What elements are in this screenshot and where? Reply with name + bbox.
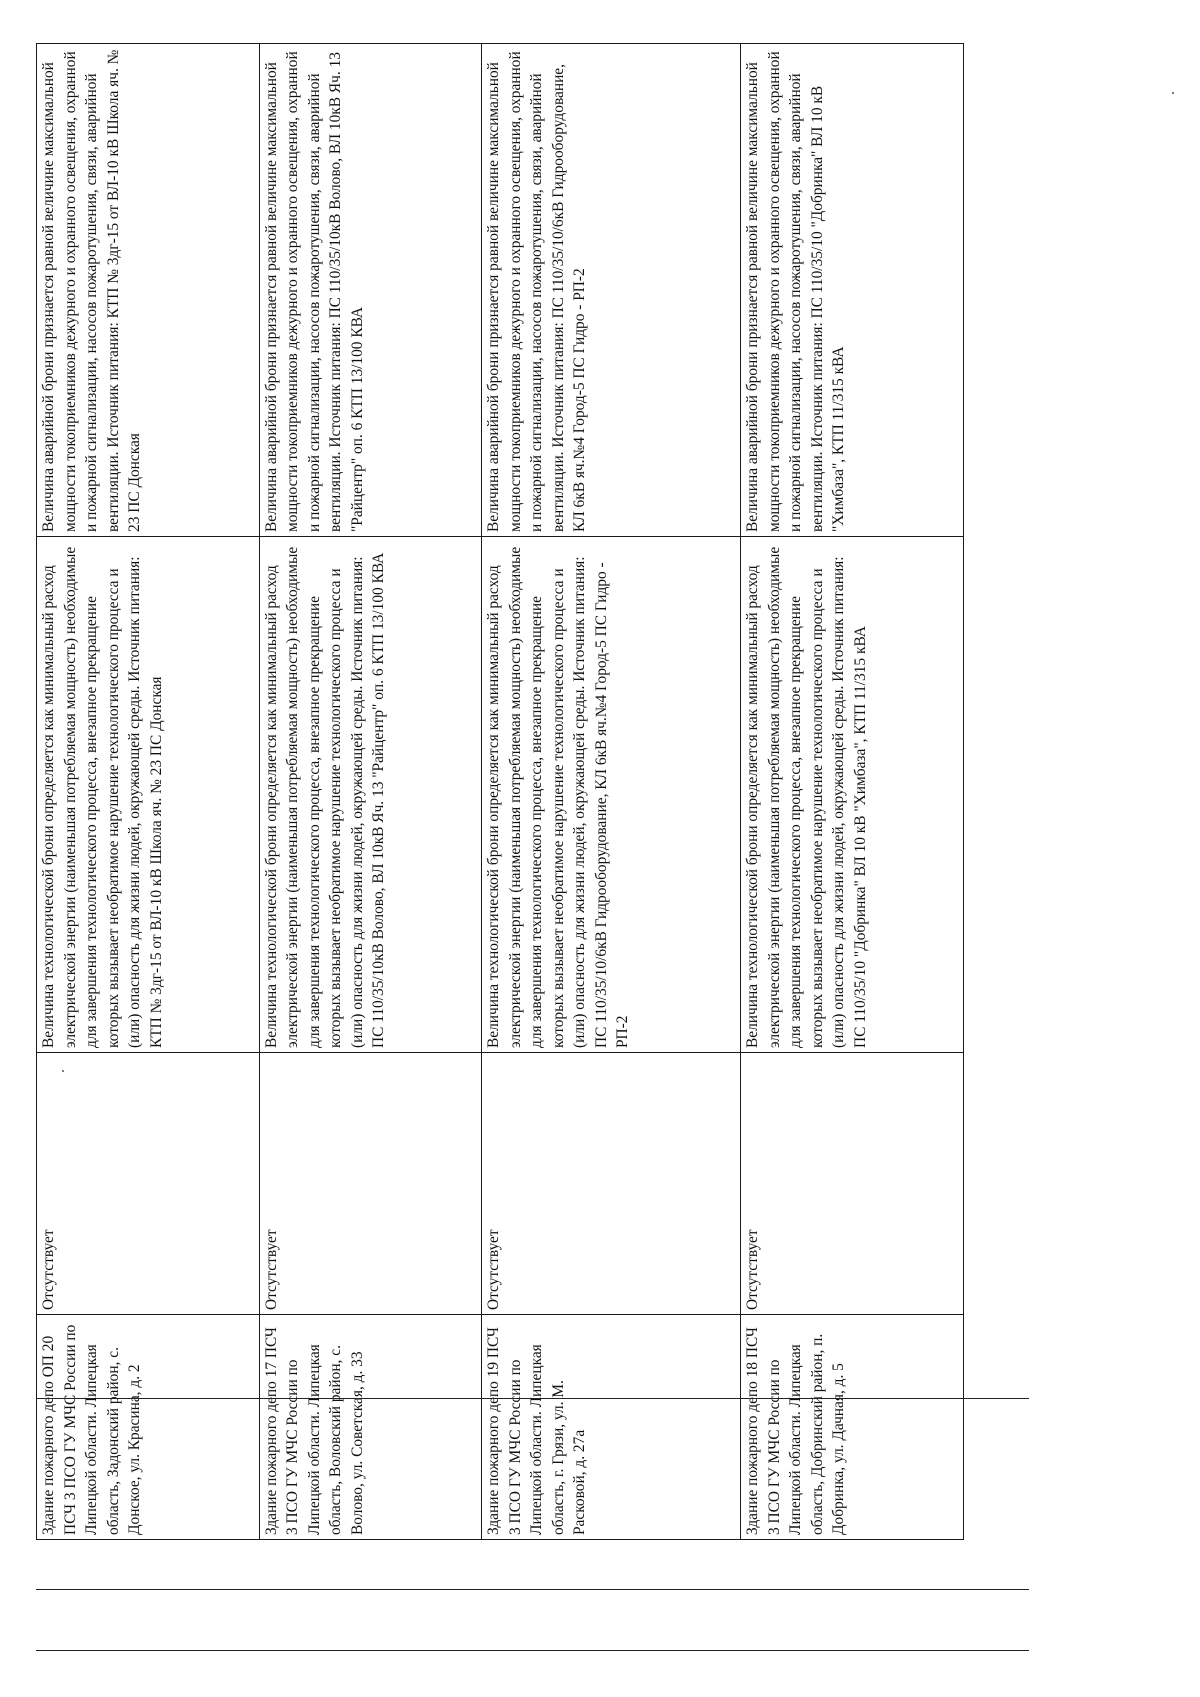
scan-speck xyxy=(62,1070,64,1072)
emergency-reserve-cell: Величина аварийной брони признается равной величине максимальной мощности токоприемников дежурного и охранного освещения, охранной и пожарной сигнализации, насосов пожаротушения, связи, аварийной вентиляции. Источник питания: КТП № 3дг-15 от ВЛ-10 кВ Школа яч. № 23 ПС Донская xyxy=(37,44,260,537)
power-reserve-table xyxy=(36,43,964,1540)
absent-cell: Отсутствует xyxy=(482,1053,741,1315)
tech-reserve-cell: Величина технологической брони определяется как минимальный расход электрической энергии (наименьшая потребляемая мощность) необходимые для завершения технологического процесса, внезапное прекращение которых вызывает необратимое нарушение технологического процесса и (или) опасность для жизни людей, окружающей среды. Источник питания: ПС 110/35/10/6кВ Гидрооборудование, КЛ 6кВ яч.№4 Город-5 ПС Гидро - РП-2 xyxy=(482,537,741,1053)
building-name-cell: Здание пожарного депо ОП 20 ПСЧ 3 ПСО ГУ МЧС России по Липецкой области. Липецкая область, Задонский район, с. Донское, ул. Красина, д. 2 xyxy=(37,1315,260,1540)
signature-line xyxy=(36,1398,1029,1399)
absent-cell: Отсутствует xyxy=(259,1053,482,1315)
table-row xyxy=(741,44,964,1540)
signature-line xyxy=(36,1650,1029,1651)
tech-reserve-cell: Величина технологической брони определяется как минимальный расход электрической энергии (наименьшая потребляемая мощность) необходимые для завершения технологического процесса, внезапное прекращение которых вызывает необратимое нарушение технологического процесса и (или) опасность для жизни людей, окружающей среды. Источник питания: ПС 110/35/10 "Добринка" ВЛ 10 кВ "Химбаза", КТП 11/315 кВА xyxy=(741,537,964,1053)
building-name-cell: Здание пожарного депо 17 ПСЧ 3 ПСО ГУ МЧС России по Липецкой области. Липецкая область, Воловский район, с. Волово, ул. Советская, д. 33 xyxy=(259,1315,482,1540)
building-name-cell: Здание пожарного депо 18 ПСЧ 3 ПСО ГУ МЧС России по Липецкой области. Липецкая область, Добринский район, п. Добринка, ул. Дачная, д. 5 xyxy=(741,1315,964,1540)
table-row xyxy=(259,44,482,1540)
absent-cell: Отсутствует xyxy=(741,1053,964,1315)
tech-reserve-cell: Величина технологической брони определяется как минимальный расход электрической энергии (наименьшая потребляемая мощность) необходимые для завершения технологического процесса, внезапное прекращение которых вызывает необратимое нарушение технологического процесса и (или) опасность для жизни людей, окружающей среды. Источник питания: КТП № 3дг-15 от ВЛ-10 кВ Школа яч. № 23 ПС Донская xyxy=(37,537,260,1053)
table-row xyxy=(482,44,741,1540)
table-row xyxy=(37,44,260,1540)
tech-reserve-cell: Величина технологической брони определяется как минимальный расход электрической энергии (наименьшая потребляемая мощность) необходимые для завершения технологического процесса, внезапное прекращение которых вызывает необратимое нарушение технологического процесса и (или) опасность для жизни людей, окружающей среды. Источник питания: ПС 110/35/10кВ Волово, ВЛ 10кВ Яч. 13 "Райцентр" оп. 6 КТП 13/100 КВА xyxy=(259,537,482,1053)
rotated-page-content xyxy=(36,43,964,1540)
emergency-reserve-cell: Величина аварийной брони признается равной величине максимальной мощности токоприемников дежурного и охранного освещения, охранной и пожарной сигнализации, насосов пожаротушения, связи, аварийной вентиляции. Источник питания: ПС 110/35/10кВ Волово, ВЛ 10кВ Яч. 13 "Райцентр" оп. 6 КТП 13/100 КВА xyxy=(259,44,482,537)
emergency-reserve-cell: Величина аварийной брони признается равной величине максимальной мощности токоприемников дежурного и охранного освещения, охранной и пожарной сигнализации, насосов пожаротушения, связи, аварийной вентиляции. Источник питания: ПС 110/35/10 "Добринка" ВЛ 10 кВ "Химбаза", КТП 11/315 кВА xyxy=(741,44,964,537)
emergency-reserve-cell: Величина аварийной брони признается равной величине максимальной мощности токоприемников дежурного и охранного освещения, охранной и пожарной сигнализации, насосов пожаротушения, связи, аварийной вентиляции. Источник питания: ПС 110/35/10/6кВ Гидрооборудование, КЛ 6кВ яч.№4 Город-5 ПС Гидро - РП-2 xyxy=(482,44,741,537)
scan-speck xyxy=(1172,92,1174,94)
building-name-cell: Здание пожарного депо 19 ПСЧ 3 ПСО ГУ МЧС России по Липецкой области. Липецкая область, г. Грязи, ул. М. Расковой, д. 27а xyxy=(482,1315,741,1540)
absent-cell: Отсутствует xyxy=(37,1053,260,1315)
signature-line xyxy=(36,1589,1029,1590)
